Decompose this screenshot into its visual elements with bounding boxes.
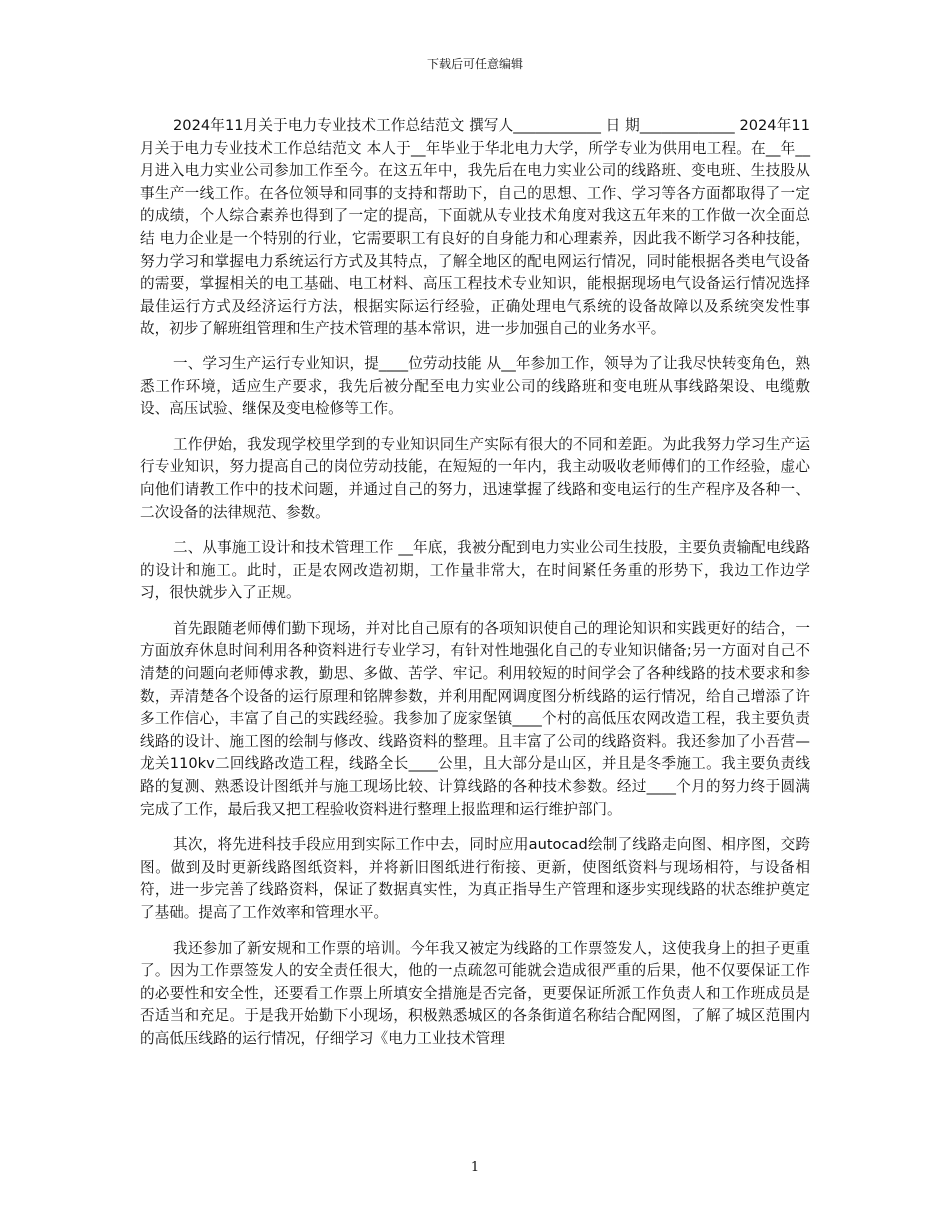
document-body: [140, 115, 810, 1064]
paragraph-autocad: 其次，将先进科技手段应用到实际工作中去，同时应用autocad绘制了线路走向图、相序图，交跨图。做到及时更新线路图纸资料，并将新旧图纸进行衔接、更新，使图纸资料与现场相符，与设备相符，进一步完善了线路资料，保证了数据真实性，为真正指导生产管理和逐步实现线路的状态维护奠定了基础。提高了工作效率和管理水平。: [140, 836, 810, 921]
paragraph-work-ticket: 我还参加了新安规和工作票的培训。今年我又被定为线路的工作票签发人，这使我身上的担子更重了。因为工作票签发人的安全责任很大，他的一点疏忽可能就会造成很严重的后果，他不仅要保证工作的必要性和安全性，还要看工作票上所填安全措施是否完备，更要保证所派工作负责人和工作班成员是否适当和充足。于是我开始勤下小现场，积极熟悉城区的各条街道名称结合配网图，了解了城区范围内的高低压线路的运行情况，仔细学习《电力工业技术管理: [140, 939, 810, 1047]
paragraph-learning: 工作伊始，我发现学校里学到的专业知识同生产实际有很大的不同和差距。为此我努力学习生产运行专业知识，努力提高自己的岗位劳动技能，在短短的一年内，我主动吸收老师傅们的工作经验，虚心向他们请教工作中的技术问题，并通过自己的努力，迅速掌握了线路和变电运行的生产程序及各种一、二次设备的法律规范、参数。: [140, 435, 810, 521]
paragraph-section-2: 二、从事施工设计和技术管理工作 __年底，我被分配到电力实业公司生技股，主要负责输配电线路的设计和施工。此时，正是农网改造初期，工作量非常大，在时间紧任务重的形势下，我边工作边学习，很快就步入了正规。: [140, 539, 810, 602]
paragraph-intro: 2024年11月关于电力专业技术工作总结范文 撰写人____________ 日 期_____________ 2024年11月关于电力专业技术工作总结范文 本人于__年毕业于华北电力大学，所学专业为供用电工程。在__年__月进入电力实业公司参加工作至今。在这五年中，我先后在电力实业公司的线路班、变电班、生技股从事生产一线工作。在各位领导和同事的支持和帮助下，自己的思想、工作、学习等各方面都取得了一定的成绩，个人综合素养也得到了一定的提高，下面就从专业技术角度对我这五年来的工作做一次全面总结 电力企业是一个特别的行业，它需要职工有良好的自身能力和心理素养，因此我不断学习各种技能，努力学习和掌握电力系统运行方式及其特点，了解全地区的配电网运行情况，同时能根据各类电气设备的需要，掌握相关的电工基础、电工材料、高压工程技术专业知识，能根据现场电气设备运行情况选择最佳运行方式及经济运行方法，根据实际运行经验，正确处理电气系统的设备故障以及系统突发性事故，初步了解班组管理和生产技术管理的基本常识，进一步加强自己的业务水平。: [140, 117, 810, 338]
paragraph-section-1: 一、学习生产运行专业知识，提____位劳动技能 从__年参加工作，领导为了让我尽快转变角色，熟悉工作环境，适应生产要求，我先后被分配至电力实业公司的线路班和变电班从事线路架设、电缆敷设、高压试验、继保及变电检修等工作。: [140, 354, 810, 418]
page-header-note: 下载后可任意编辑: [426, 57, 523, 71]
paragraph-field-work: 首先跟随老师傅们勤下现场，并对比自己原有的各项知识使自己的理论知识和实践更好的结合，一方面放弃休息时间利用各种资料进行专业学习，有针对性地强化自己的专业知识储备;另一方面对自己不清楚的问题向老师傅求教，勤思、多做、苦学、牢记。利用较短的时间学会了各种线路的技术要求和参数，弄清楚各个设备的运行原理和铭牌参数，并利用配网调度图分析线路的运行情况，给自己增添了许多工作信心，丰富了自己的实践经验。我参加了庞家堡镇____个村的高低压农网改造工程，我主要负责线路的设计、施工图的绘制与修改、线路资料的整理。且丰富了公司的线路资料。我还参加了小吾营—龙关110kv二回线路改造工程，线路全长____公里，且大部分是山区，并且是冬季施工。我主要负责线路的复测、熟悉设计图纸并与施工现场比较、计算线路的各种技术参数。经过____个月的努力终于圆满完成了工作，最后我又把工程验收资料进行整理上报监理和运行维护部门。: [140, 619, 810, 818]
page-number: 1: [470, 1160, 480, 1175]
